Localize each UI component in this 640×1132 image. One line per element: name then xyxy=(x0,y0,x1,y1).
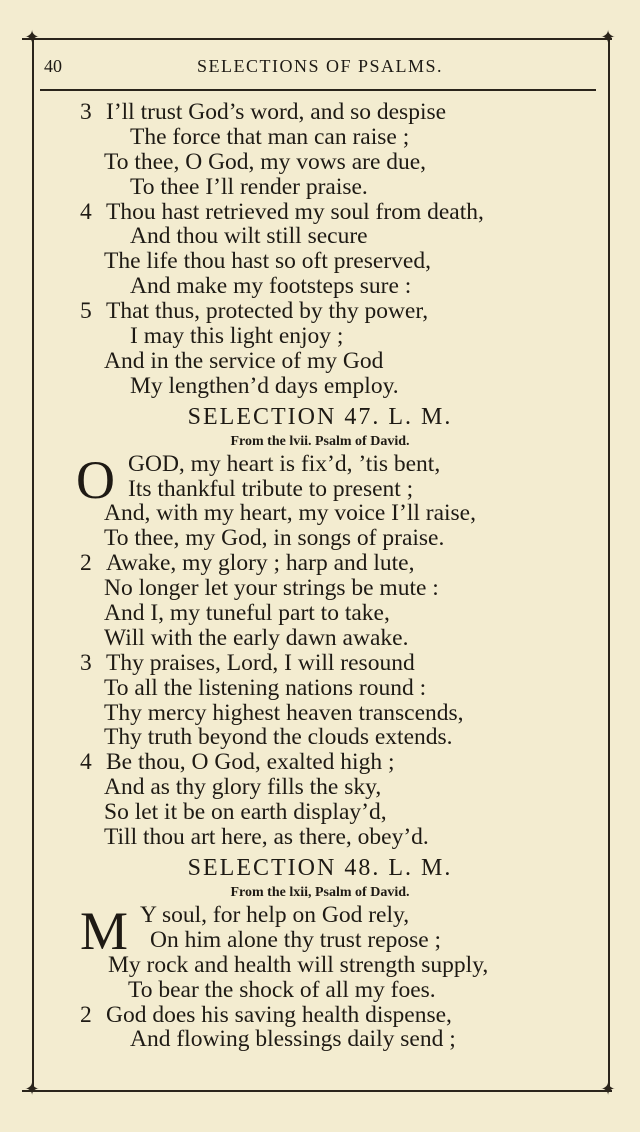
selection-title: SELECTION 48. L. M. xyxy=(187,854,453,881)
verse-line: Thy praises, Lord, I will resound xyxy=(106,649,415,676)
verse-line: The life thou hast so oft preserved, xyxy=(104,248,431,275)
verse-line: To thee, O God, my vows are due, xyxy=(104,148,427,175)
verse-line: On him alone thy trust repose ; xyxy=(150,926,442,953)
top-rule xyxy=(22,38,612,40)
verse-line: Thou hast retrieved my soul from death, xyxy=(106,198,484,225)
header-rule xyxy=(40,89,596,91)
drop-cap: M xyxy=(80,900,129,961)
verse-line: Y soul, for help on God rely, xyxy=(140,901,410,928)
verse-line: And, with my heart, my voice I’ll raise, xyxy=(104,500,476,527)
verse-line: To thee I’ll render praise. xyxy=(130,173,368,200)
verse-line: And thou wilt still secure xyxy=(130,223,368,250)
verse-line: And as thy glory fills the sky, xyxy=(104,774,382,801)
page-header xyxy=(40,56,600,84)
selection-subtitle: From the lvii. Psalm of David. xyxy=(230,433,410,449)
verse-line: No longer let your strings be mute : xyxy=(104,575,439,602)
verse-line: And in the service of my God xyxy=(104,347,384,374)
verse-line: To bear the shock of all my foes. xyxy=(128,976,436,1003)
right-rule xyxy=(608,38,610,1090)
verse-line: To thee, my God, in songs of praise. xyxy=(104,525,445,552)
verse-line: I may this light enjoy ; xyxy=(130,323,344,350)
fleuron-icon: ✦ xyxy=(24,27,40,48)
verse-line: Thy mercy highest heaven transcends, xyxy=(104,699,464,726)
verse-line: So let it be on earth display’d, xyxy=(104,799,387,826)
verse-line: Thy truth beyond the clouds extends. xyxy=(104,724,453,751)
verse-line: Awake, my glory ; harp and lute, xyxy=(106,550,415,577)
verse-line: To all the listening nations round : xyxy=(104,674,427,701)
stanza xyxy=(80,200,600,300)
verse-line: And I, my tuneful part to take, xyxy=(104,600,390,627)
verse-line: My lengthen’d days employ. xyxy=(130,372,399,399)
verse-line: Will with the early dawn awake. xyxy=(104,624,409,651)
hymn-text xyxy=(76,99,600,1053)
verse-line: God does his saving health dispense, xyxy=(106,1001,452,1028)
selection-subtitle: From the lxii, Psalm of David. xyxy=(230,884,410,900)
verse-line: My rock and health will strength supply, xyxy=(108,951,489,978)
stanza-number: 5 xyxy=(80,298,92,325)
running-title: SELECTIONS OF PSALMS. xyxy=(196,56,444,76)
verse-line: Be thou, O God, exalted high ; xyxy=(106,749,395,776)
verse-line: GOD, my heart is fix’d, ’tis bent, xyxy=(128,450,441,477)
verse-line: That thus, protected by thy power, xyxy=(106,298,429,325)
stanza xyxy=(80,1003,600,1053)
stanza xyxy=(80,900,600,1003)
fleuron-icon: ✦ xyxy=(24,1079,40,1100)
stanza-number: 2 xyxy=(80,550,92,577)
verse-line: And flowing blessings daily send ; xyxy=(130,1026,456,1053)
stanza xyxy=(80,750,600,850)
verse-line: Its thankful tribute to present ; xyxy=(128,475,414,502)
verse-line: And make my footsteps sure : xyxy=(130,273,412,300)
stanza xyxy=(80,299,600,399)
verse-line: The force that man can raise ; xyxy=(130,123,410,150)
stanza xyxy=(76,449,600,552)
verse-line: I’ll trust God’s word, and so despise xyxy=(106,99,447,125)
verse-line: Till thou art here, as there, obey’d. xyxy=(104,824,429,851)
bottom-rule xyxy=(22,1090,612,1092)
fleuron-icon: ✦ xyxy=(600,1079,616,1100)
stanza-number: 4 xyxy=(80,749,92,776)
page-number: 40 xyxy=(44,56,62,76)
fleuron-icon: ✦ xyxy=(600,27,616,48)
drop-cap: O xyxy=(76,449,115,510)
stanza-number: 2 xyxy=(80,1001,92,1028)
stanza-number: 3 xyxy=(80,649,92,676)
stanza-number: 4 xyxy=(80,198,92,225)
stanza-number: 3 xyxy=(80,99,92,125)
selection-title: SELECTION 47. L. M. xyxy=(187,403,453,430)
stanza xyxy=(80,100,600,200)
stanza xyxy=(80,651,600,751)
left-rule xyxy=(32,38,34,1090)
stanza xyxy=(80,551,600,651)
